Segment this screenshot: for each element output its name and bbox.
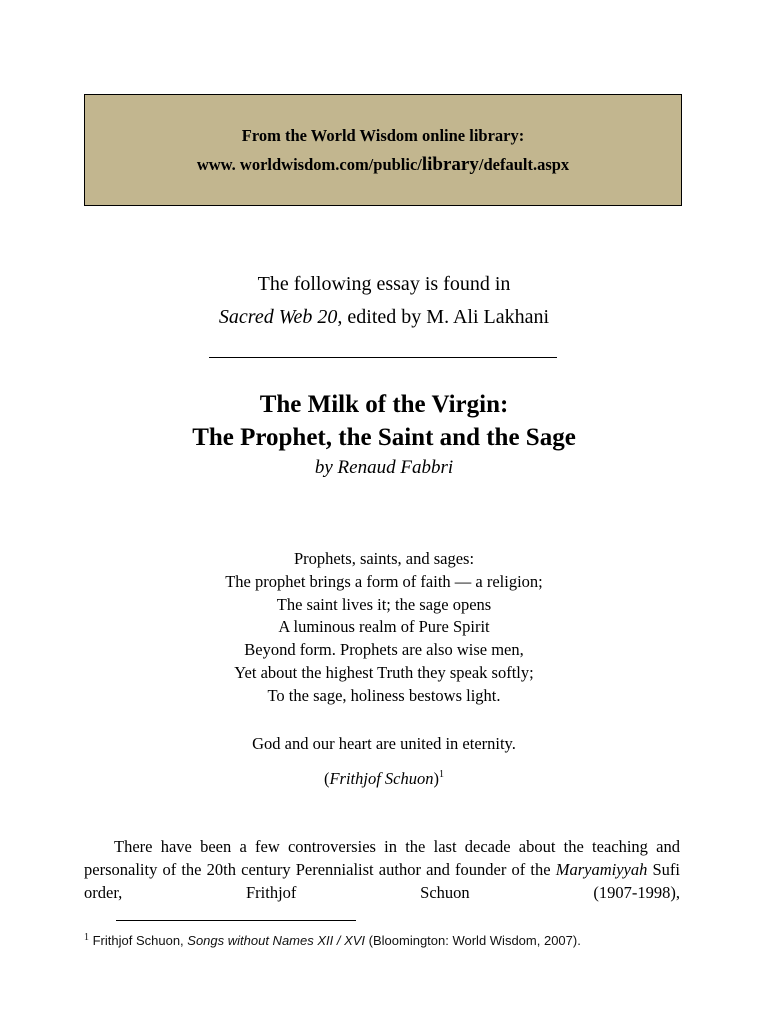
footnote-marker: 1 [84,932,89,943]
poem-line: Yet about the highest Truth they speak softly; [234,662,534,682]
source-publication-line [0,301,768,334]
essay-author: by Renaud Fabbri [314,457,454,478]
banner-url-suffix: /default.aspx [478,155,570,174]
footnote-author: Frithjof Schuon, [89,933,188,948]
source-note [0,268,768,334]
title-divider [209,357,557,358]
poem-line: The saint lives it; the sage opens [276,594,492,614]
poem-line: Beyond form. Prophets are also wise men, [244,640,524,660]
poem-closing-line: God and our heart are united in eternity. [252,734,516,753]
body-text-part-1: There have been a few controversies in the last decade about the teaching and personality of the 20th century Perennialist author and founder of the [84,837,680,880]
order-name: Maryamiyyah [555,860,648,880]
footnote [84,929,684,950]
editor-text: , edited by M. Ali Lakhani [337,306,550,328]
body-paragraph [84,835,680,905]
poem-line: A luminous realm of Pure Spirit [278,617,490,637]
poem-line: To the sage, holiness bestows light. [267,685,501,705]
library-banner [84,94,682,206]
footnote-reference[interactable]: 1 [439,769,445,780]
attribution-close: ) [433,769,440,788]
poem-line: The prophet brings a form of faith — a religion; [225,571,543,591]
poem-attribution [0,764,768,790]
title-line-1: The Milk of the Virgin: [259,391,509,418]
banner-url-prefix: www. worldwisdom.com/public/ [196,155,422,174]
banner-url-library: library [421,154,479,175]
banner-url[interactable] [197,150,569,179]
source-line: The following essay is found in [257,273,511,295]
epigraph-poem [0,548,768,708]
title-line-2: The Prophet, the Saint and the Sage [192,424,576,451]
banner-heading: From the World Wisdom online library: [241,126,525,145]
footnote-publisher: (Bloomington: World Wisdom, 2007). [365,933,581,948]
footnote-work: Songs without Names XII / XVI [187,933,366,948]
publication-name: Sacred Web 20 [218,306,338,328]
body-text-part-2: Sufi order, Frithjof Schuon (1907-1998), [84,860,680,903]
attribution-name: Frithjof Schuon [329,769,434,788]
footnote-divider [116,920,356,921]
attribution-open: ( [323,769,330,788]
poem-line: Prophets, saints, and sages: [293,549,475,568]
essay-title [0,388,768,454]
